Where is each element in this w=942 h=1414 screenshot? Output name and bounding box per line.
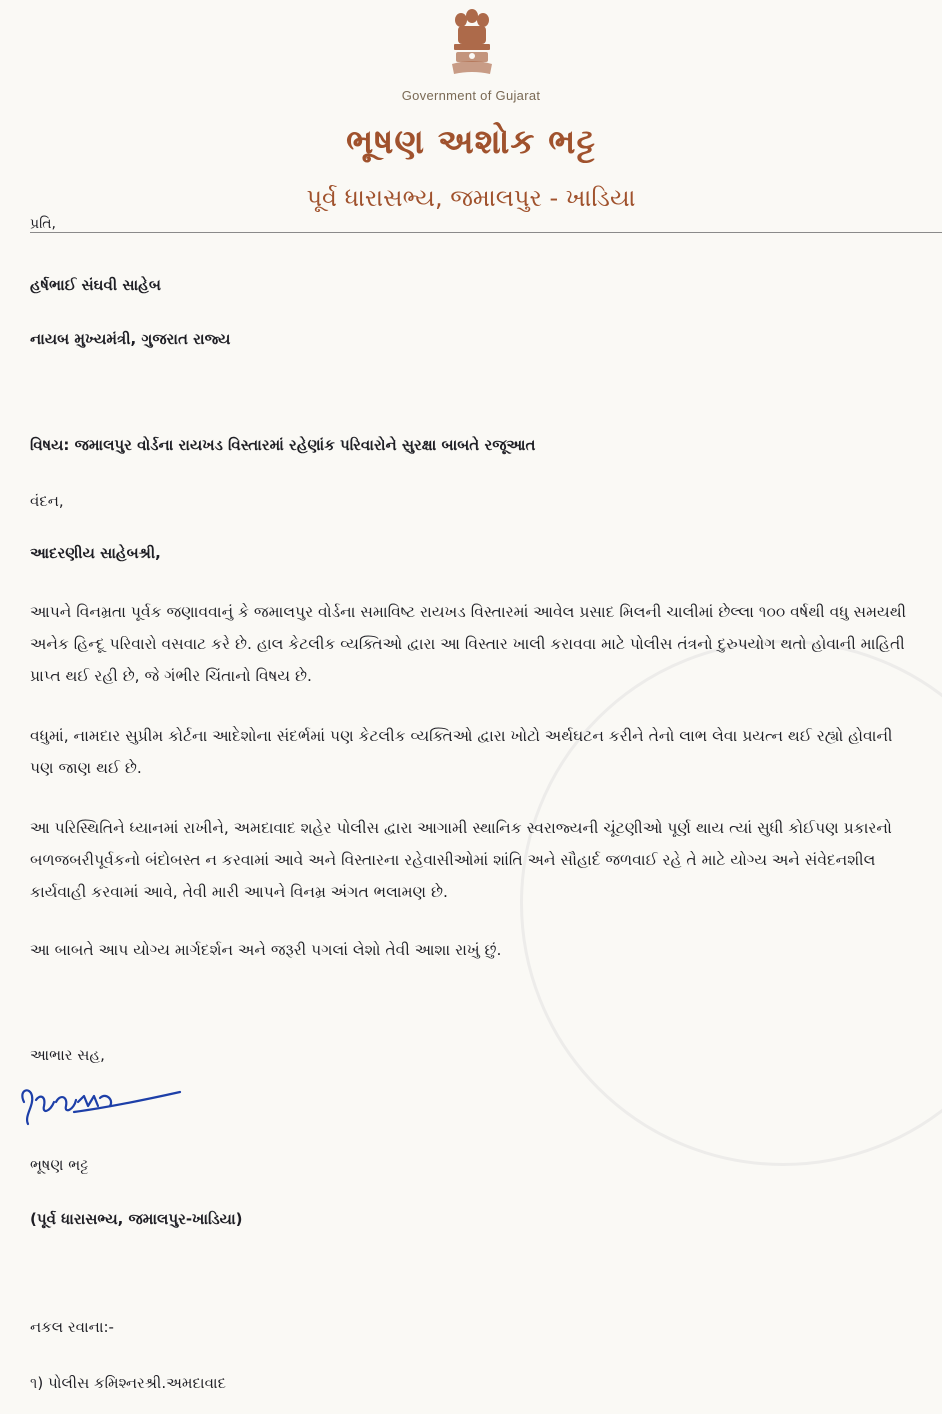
copy-label: નકલ રવાના:- <box>30 1318 114 1336</box>
body-paragraph: આપને વિનમ્રતા પૂર્વક જણાવવાનું કે જમાલપુર વોર્ડના સમાવિષ્ટ રાયખડ વિસ્તારમાં આવેલ પ્રસાદ મિલની ચાલીમાં છેલ્લા ૧૦૦ વર્ષથી વધુ સમયથી અનેક હિન્દૂ પરિવારો વસવાટ કરે છે. હાલ કેટલીક વ્યક્તિઓ દ્વારા આ વિસ્તાર ખાલી કરાવવા માટે પોલીસ તંત્રનો દુરુપયોગ થતો હોવાની માહિતી પ્રાપ્ત થઈ રહી છે, જે ગંભીર ચિંતાનો વિષય છે. <box>30 603 907 685</box>
closing: આભાર સહ, <box>30 1046 105 1064</box>
recipient-title: નાયબ મુખ્યમંત્રી, ગુજરાત રાજ્ય <box>30 330 231 348</box>
body-paragraph: આ પરિસ્થિતિને ધ્યાનમાં રાખીને, અમદાવાદ શહેર પોલીસ દ્વારા આગામી સ્થાનિક સ્વરાજ્યની ચૂંટણીઓ પૂર્ણ થાય ત્યાં સુધી કોઈપણ પ્રકારનો બળજબરીપૂર્વકનો બંદોબસ્ત ન કરવામાં આવે અને વિસ્તારના રહેવાસીઓમાં શાંતિ અને સૌહાર્દ જળવાઈ રહે તે માટે યોગ્ય અને સંવેદનશીલ કાર્યવાહી કરવામાં આવે, તેવી મારી આપને વિનમ્ર અંગત ભલામણ છે. <box>30 819 892 901</box>
recipient-name: હર્ષભાઈ સંઘવી સાહેબ <box>30 276 161 294</box>
handwritten-signature <box>14 1072 184 1142</box>
state-emblem-icon <box>444 6 500 80</box>
signatory-title: (પૂર્વ ધારાસભ્ય, જમાલપુર-ખાડિયા) <box>30 1210 243 1228</box>
header-divider <box>30 232 942 233</box>
government-label: Government of Gujarat <box>401 88 541 103</box>
salutation: આદરણીય સાહેબશ્રી, <box>30 544 161 562</box>
body-paragraph: વધુમાં, નામદાર સુપ્રીમ કોર્ટના આદેશોના સંદર્ભમાં પણ કેટલીક વ્યક્તિઓ દ્વારા ખોટો અર્થઘટન કરીને તેનો લાભ લેવા પ્રયત્ન થઈ રહ્યો હોવાની પણ જાણ થઈ છે. <box>30 727 893 777</box>
to-label: પ્રતિ, <box>30 216 56 232</box>
sender-name-heading: ભૂષણ અશોક ભટ્ટ <box>346 122 596 162</box>
body-paragraph: આ બાબતે આપ યોગ્ય માર્ગદર્શન અને જરૂરી પગલાં લેશો તેવી આશા રાખું છું. <box>30 941 502 959</box>
subject-line: વિષય: જમાલપુર વોર્ડના રાયખડ વિસ્તારમાં રહેણાંક પરિવારોને સુરક્ષા બાબતે રજૂઆત <box>30 436 536 454</box>
greeting: વંદન, <box>30 492 64 510</box>
signatory-name: ભૂષણ ભટ્ટ <box>30 1156 89 1174</box>
sender-designation: પૂર્વ ધારાસભ્ય, જમાલપુર - ખાડિયા <box>306 184 636 212</box>
copy-item: ૧) પોલીસ કમિશ્નરશ્રી.અમદાવાદ <box>30 1374 226 1392</box>
